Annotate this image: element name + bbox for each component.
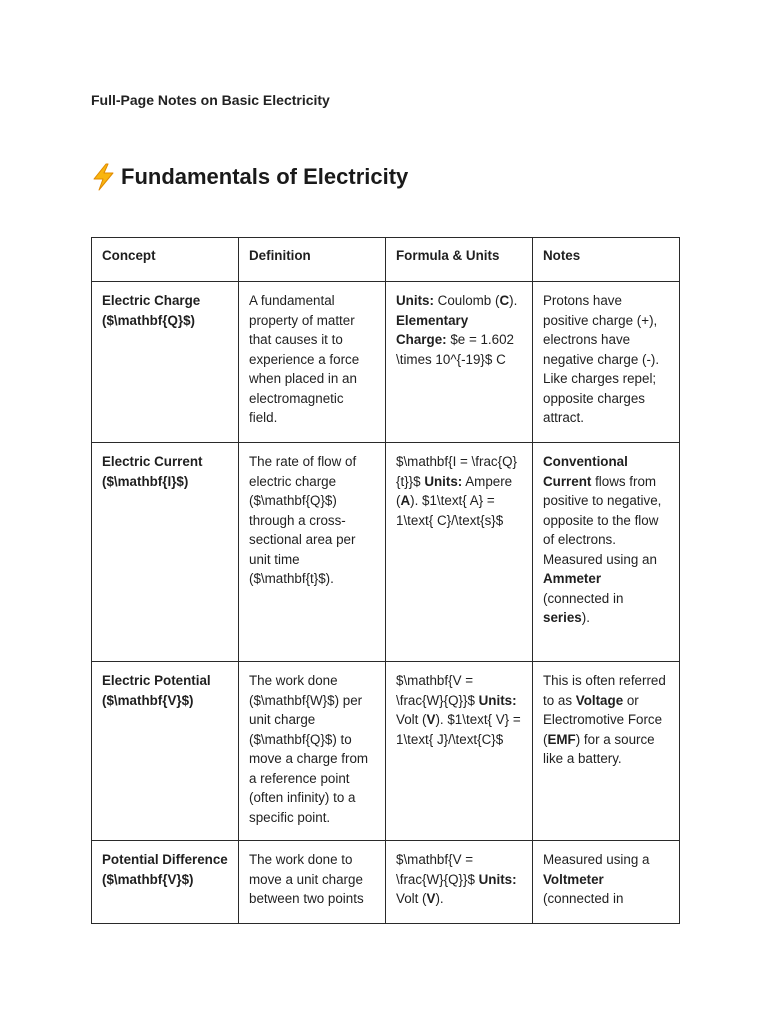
heading-text: Fundamentals of Electricity [121, 164, 409, 189]
notes-text: Protons have positive charge (+), electrons have negative charge (-). Like charges repel; opposite charges attract. [543, 293, 660, 425]
formula-text: C [499, 293, 510, 308]
formula-cell [386, 662, 533, 841]
notes-cell [533, 443, 680, 662]
notes-text: series [543, 610, 582, 625]
notes-text: Ammeter [543, 571, 602, 586]
notes-cell [533, 662, 680, 841]
definition-cell: A fundamental property of matter that causes it to experience a force when placed in an electromagnetic field. [239, 282, 386, 443]
concept-name: Potential Difference [102, 852, 228, 867]
formula-text: $\mathbf{I = \frac{Q}{t}}$ [396, 454, 517, 489]
notes-text: Measured using a [543, 852, 650, 867]
concepts-table [91, 237, 680, 924]
formula-text: Coulomb ( [433, 293, 500, 308]
notes-text: EMF [547, 731, 576, 747]
formula-cell [386, 841, 533, 924]
notes-text: flows from positive to negative, opposite to the flow of electrons. Measured using an [543, 473, 662, 567]
notes-text: ). [581, 610, 590, 625]
formula-text: Volt ( [396, 891, 427, 906]
formula-text: Units: [424, 473, 463, 489]
formula-text: ). $1\text{ A} = 1\text{ C}/\text{s}$ [396, 493, 504, 528]
formula-text: $\mathbf{V = \frac{W}{Q}}$ [396, 673, 479, 708]
notes-text: Conventional Current [543, 454, 628, 489]
formula-text: V [426, 712, 436, 727]
concept-cell [92, 841, 239, 924]
notes-text: (connected in [543, 891, 624, 906]
formula-cell [386, 282, 533, 443]
document-label: Full-Page Notes on Basic Electricity [91, 92, 330, 108]
notes-cell [533, 841, 680, 924]
header-definition: Definition [239, 238, 386, 282]
notes-text: ) for a source like a battery. [543, 731, 655, 766]
formula-text: $\mathbf{V = \frac{W}{Q}}$ [396, 852, 479, 887]
notes-cell [533, 282, 680, 443]
formula-text: ). [509, 293, 518, 308]
concept-cell [92, 443, 239, 662]
table-header-row [92, 238, 680, 282]
formula-text: $e = 1.602 \times 10^{-19}$ C [396, 332, 514, 367]
concept-cell [92, 282, 239, 443]
concept-symbol: ($\mathbf{Q}$) [102, 312, 196, 328]
header-formula-units: Formula & Units [386, 238, 533, 282]
table-row [92, 282, 680, 443]
header-concept: Concept [92, 238, 239, 282]
concept-symbol: ($\mathbf{V}$) [102, 692, 194, 708]
formula-cell [386, 443, 533, 662]
header-notes: Notes [533, 238, 680, 282]
formula-text: ). $1\text{ V} = 1\text{ J}/\text{C}$ [396, 712, 521, 747]
formula-text: Units: [478, 692, 517, 708]
notes-text: Voltage [575, 692, 624, 708]
concept-name: Electric Current [102, 454, 203, 469]
formula-text: Ampere ( [396, 473, 513, 508]
concept-name: Electric Charge [102, 293, 201, 308]
formula-text: Units: [396, 293, 434, 308]
table-row [92, 443, 680, 662]
notes-text: Voltmeter [543, 871, 604, 887]
concept-cell [92, 662, 239, 841]
table-row [92, 662, 680, 841]
formula-text: Elementary Charge: [396, 312, 469, 347]
notes-text: This is often referred to as [543, 673, 666, 708]
definition-cell: The work done to move a unit charge between two points [239, 841, 386, 924]
notes-text: or Electromotive Force ( [543, 692, 663, 747]
concept-name: Electric Potential [102, 673, 211, 688]
concept-symbol: ($\mathbf{V}$) [102, 871, 194, 887]
formula-text: ). [435, 891, 444, 906]
definition-cell: The work done ($\mathbf{W}$) per unit charge ($\mathbf{Q}$) to move a charge from a reference point (often infinity) to a specific point. [239, 662, 386, 841]
table-row [92, 841, 680, 924]
definition-cell: The rate of flow of electric charge ($\mathbf{Q}$) through a cross-sectional area per unit time ($\mathbf{t}$). [239, 443, 386, 662]
table-body [92, 282, 680, 924]
formula-text: A [400, 493, 411, 508]
page-heading [91, 163, 408, 191]
notes-text: (connected in [543, 590, 624, 606]
formula-text: V [426, 891, 436, 906]
concept-symbol: ($\mathbf{I}$) [102, 473, 189, 489]
formula-text: Volt ( [396, 712, 427, 727]
lightning-bolt-icon [91, 163, 117, 191]
formula-text: Units: [478, 871, 517, 887]
